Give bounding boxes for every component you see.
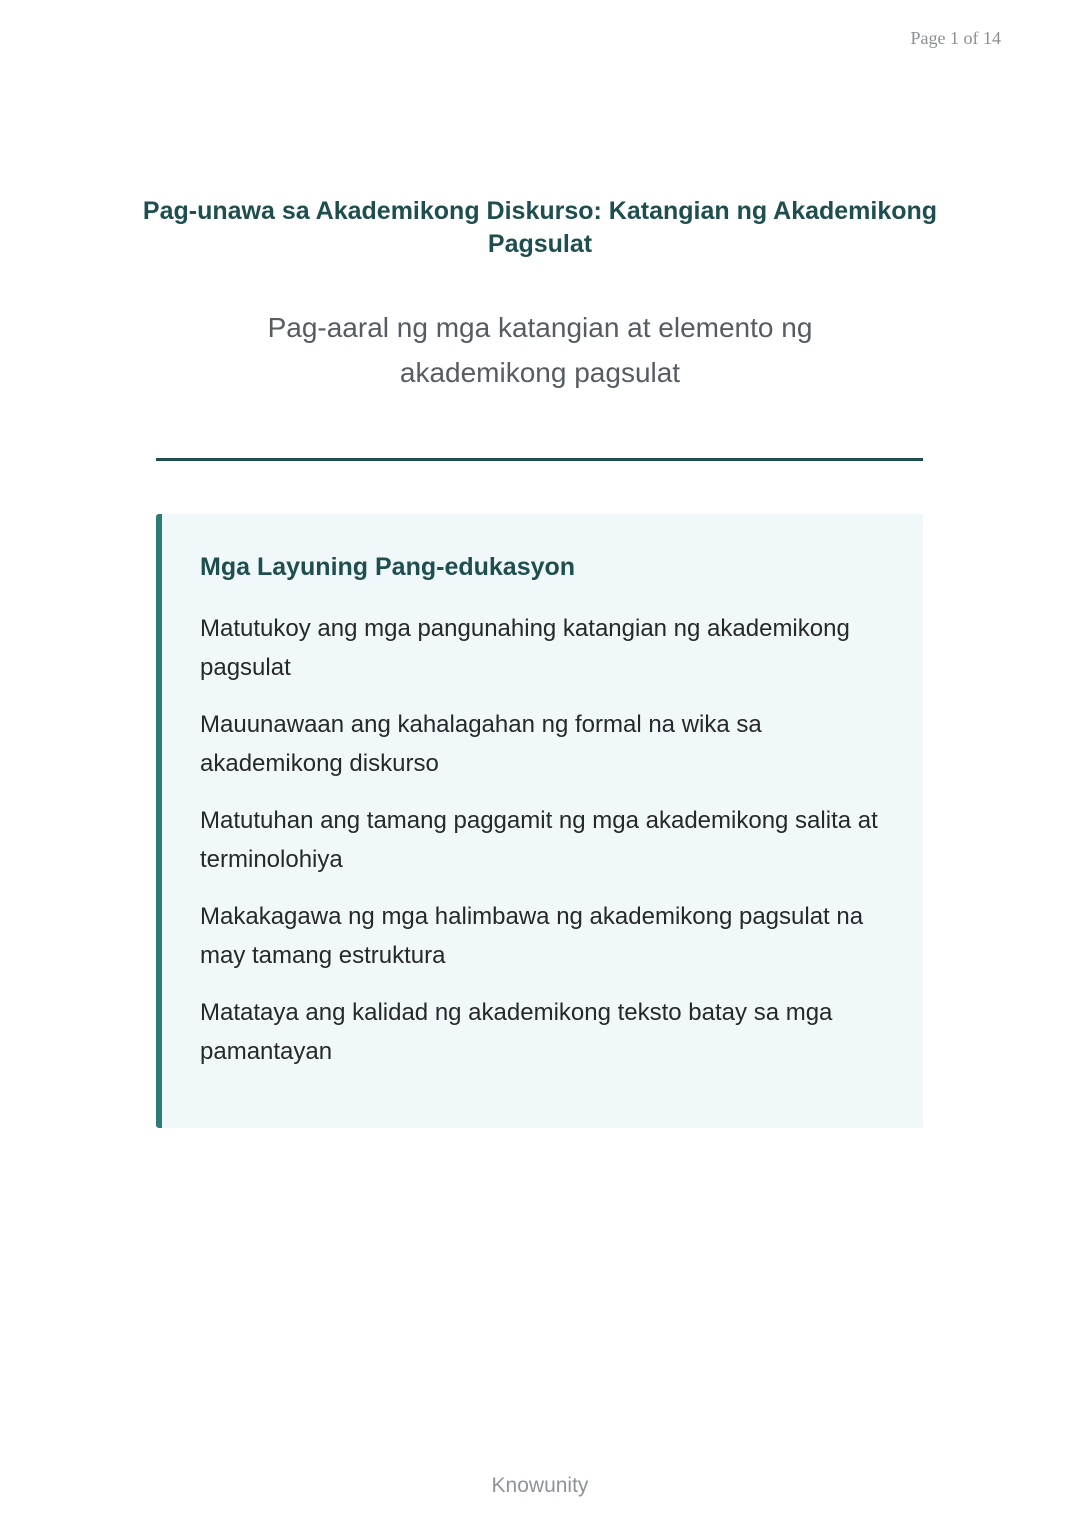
document-subtitle: Pag-aaral ng mga katangian at elemento ng akademikong pagsulat (267, 312, 813, 388)
objectives-heading: Mga Layuning Pang-edukasyon (200, 553, 576, 581)
footer-brand: Knowunity (491, 1474, 589, 1497)
objective-item: Matataya ang kalidad ng akademikong teksto batay sa mga pamantayan (200, 999, 833, 1065)
objectives-list (200, 610, 890, 1090)
page-number: Page 1 of 14 (910, 28, 1001, 48)
objective-item: Matutukoy ang mga pangunahing katangian ng akademikong pagsulat (200, 615, 850, 681)
objective-item: Makakagawa ng mga halimbawa ng akademikong pagsulat na may tamang estruktura (200, 903, 864, 969)
section-divider (156, 458, 923, 461)
document-title: Pag-unawa sa Akademikong Diskurso: Katangian ng Akademikong Pagsulat (142, 197, 938, 258)
objective-item: Matutuhan ang tamang paggamit ng mga akademikong salita at terminolohiya (200, 807, 878, 873)
objective-item: Mauunawaan ang kahalagahan ng formal na wika sa akademikong diskurso (200, 711, 762, 777)
